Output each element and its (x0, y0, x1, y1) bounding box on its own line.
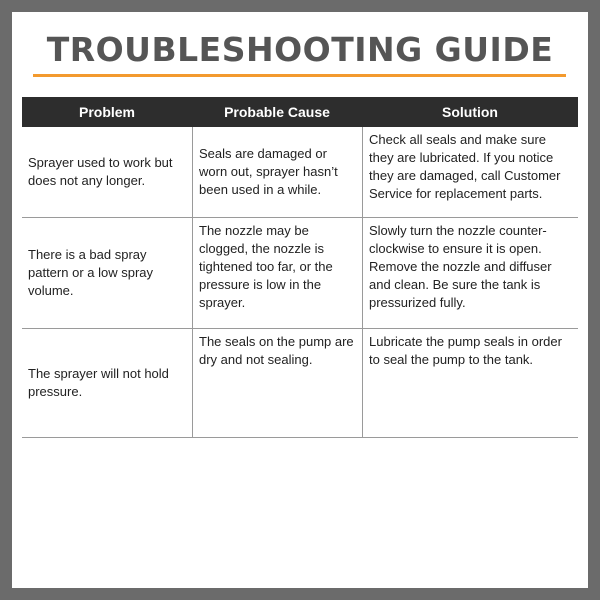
solution-text: Lubricate the pump seals in order to seal the pump to the tank. (369, 334, 562, 367)
cause-text: Seals are damaged or worn out, sprayer hasn’t been used in a while. (199, 146, 338, 197)
solution-cell (362, 329, 578, 437)
solution-cell (362, 127, 578, 217)
header-problem: Problem (78, 104, 135, 120)
header-solution: Solution (442, 104, 498, 120)
solution-text: Slowly turn the nozzle counter-clockwise to ensure it is open. Remove the nozzle and diffuser and clean. Be sure the tank is pressurized fully. (369, 223, 552, 310)
table-row (22, 127, 578, 218)
table-row (22, 218, 578, 329)
problem-cell (22, 127, 192, 217)
problem-cell (22, 329, 192, 437)
cause-text: The nozzle may be clogged, the nozzle is tightened too far, or the pressure is low in the sprayer. (199, 223, 333, 310)
cause-text: The seals on the pump are dry and not sealing. (199, 334, 354, 367)
page-title: TROUBLESHOOTING GUIDE (46, 30, 554, 69)
title-underline (33, 74, 566, 77)
cause-cell (192, 329, 362, 437)
problem-text: The sprayer will not hold pressure. (28, 366, 169, 399)
guide-card (12, 12, 588, 588)
solution-cell (362, 218, 578, 328)
table-row (22, 329, 578, 438)
problem-cell (22, 218, 192, 328)
header-probable-cause: Probable Cause (224, 104, 330, 120)
problem-text: Sprayer used to work but does not any longer. (28, 155, 173, 188)
cause-cell (192, 127, 362, 217)
cause-cell (192, 218, 362, 328)
troubleshooting-table (22, 97, 578, 438)
table-header (22, 97, 578, 127)
problem-text: There is a bad spray pattern or a low spray volume. (28, 247, 154, 298)
solution-text: Check all seals and make sure they are lubricated. If you notice they are damaged, call Customer Service for replacement parts. (369, 132, 561, 201)
